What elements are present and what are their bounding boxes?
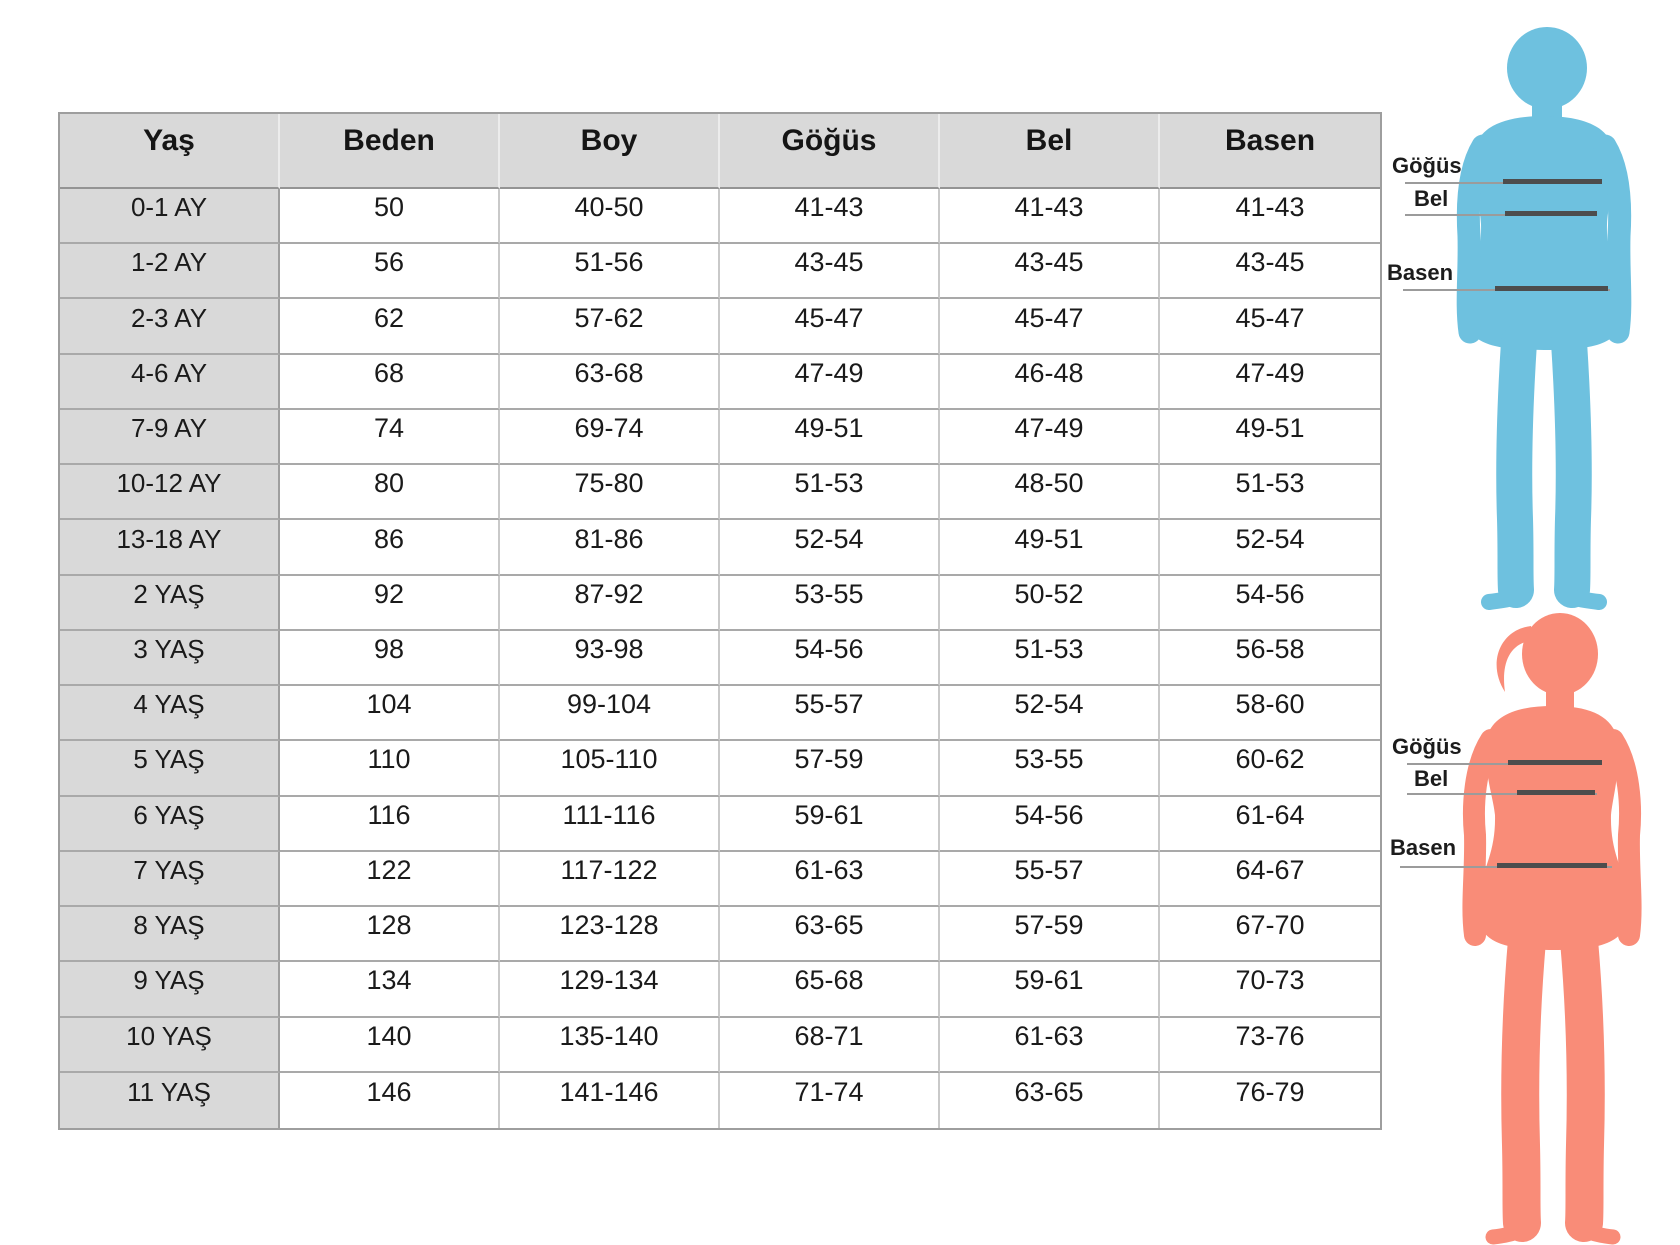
table-cell: 48-50 bbox=[940, 465, 1160, 520]
boy-left-foot bbox=[1489, 598, 1513, 602]
row-header: 3 YAŞ bbox=[60, 631, 280, 686]
table-cell: 64-67 bbox=[1160, 852, 1380, 907]
table-cell: 128 bbox=[280, 907, 500, 962]
table-cell: 69-74 bbox=[500, 410, 720, 465]
table-cell: 52-54 bbox=[940, 686, 1160, 741]
row-header: 9 YAŞ bbox=[60, 962, 280, 1017]
column-header-4: Göğüs bbox=[720, 114, 940, 189]
row-header: 10 YAŞ bbox=[60, 1018, 280, 1073]
table-row bbox=[60, 686, 1380, 741]
table-row bbox=[60, 631, 1380, 686]
row-header: 4 YAŞ bbox=[60, 686, 280, 741]
table-row bbox=[60, 1018, 1380, 1073]
table-cell: 141-146 bbox=[500, 1073, 720, 1128]
boy-waist-measure-line bbox=[1505, 211, 1597, 216]
row-header: 2 YAŞ bbox=[60, 576, 280, 631]
boy-hips-label: Basen bbox=[1387, 260, 1454, 285]
table-cell: 52-54 bbox=[720, 520, 940, 575]
girl-right-foot bbox=[1589, 1232, 1613, 1237]
table-cell: 52-54 bbox=[1160, 520, 1380, 575]
column-header-1: Yaş bbox=[60, 114, 280, 189]
table-cell: 62 bbox=[280, 299, 500, 354]
table-cell: 57-59 bbox=[720, 741, 940, 796]
table-cell: 122 bbox=[280, 852, 500, 907]
girl-chest-measure-line bbox=[1508, 760, 1602, 765]
row-header: 13-18 AY bbox=[60, 520, 280, 575]
table-cell: 104 bbox=[280, 686, 500, 741]
table-cell: 61-64 bbox=[1160, 797, 1380, 852]
table-cell: 134 bbox=[280, 962, 500, 1017]
table-row bbox=[60, 355, 1380, 410]
row-header: 7-9 AY bbox=[60, 410, 280, 465]
table-cell: 59-61 bbox=[940, 962, 1160, 1017]
table-row bbox=[60, 852, 1380, 907]
table-row bbox=[60, 520, 1380, 575]
table-cell: 75-80 bbox=[500, 465, 720, 520]
table-row bbox=[60, 410, 1380, 465]
boy-chest-label: Göğüs bbox=[1392, 153, 1462, 178]
size-chart-table bbox=[58, 112, 1382, 1130]
boy-chest-measure-line bbox=[1503, 179, 1602, 184]
table-cell: 46-48 bbox=[940, 355, 1160, 410]
table-cell: 76-79 bbox=[1160, 1073, 1380, 1128]
table-cell: 63-68 bbox=[500, 355, 720, 410]
table-cell: 105-110 bbox=[500, 741, 720, 796]
table-cell: 87-92 bbox=[500, 576, 720, 631]
table-cell: 45-47 bbox=[1160, 299, 1380, 354]
row-header: 0-1 AY bbox=[60, 189, 280, 244]
row-header: 1-2 AY bbox=[60, 244, 280, 299]
table-cell: 57-59 bbox=[940, 907, 1160, 962]
girl-waist-measure-line bbox=[1517, 790, 1595, 795]
table-row bbox=[60, 741, 1380, 796]
table-row bbox=[60, 189, 1380, 244]
girl-silhouette bbox=[1443, 610, 1645, 1245]
size-chart-body bbox=[60, 189, 1380, 1128]
table-cell: 59-61 bbox=[720, 797, 940, 852]
table-cell: 40-50 bbox=[500, 189, 720, 244]
table-cell: 51-53 bbox=[1160, 465, 1380, 520]
table-cell: 49-51 bbox=[940, 520, 1160, 575]
table-cell: 116 bbox=[280, 797, 500, 852]
row-header: 5 YAŞ bbox=[60, 741, 280, 796]
table-cell: 43-45 bbox=[1160, 244, 1380, 299]
table-cell: 135-140 bbox=[500, 1018, 720, 1073]
girl-right-leg bbox=[1579, 940, 1586, 1223]
table-cell: 45-47 bbox=[940, 299, 1160, 354]
table-cell: 49-51 bbox=[720, 410, 940, 465]
row-header: 4-6 AY bbox=[60, 355, 280, 410]
table-cell: 74 bbox=[280, 410, 500, 465]
table-cell: 41-43 bbox=[1160, 189, 1380, 244]
table-cell: 117-122 bbox=[500, 852, 720, 907]
table-cell: 56 bbox=[280, 244, 500, 299]
table-row bbox=[60, 244, 1380, 299]
boy-silhouette bbox=[1443, 24, 1645, 610]
table-cell: 110 bbox=[280, 741, 500, 796]
table-cell: 50-52 bbox=[940, 576, 1160, 631]
table-cell: 43-45 bbox=[720, 244, 940, 299]
girl-left-leg bbox=[1520, 940, 1527, 1223]
table-cell: 86 bbox=[280, 520, 500, 575]
table-cell: 68-71 bbox=[720, 1018, 940, 1073]
boy-left-leg bbox=[1514, 342, 1519, 590]
row-header: 2-3 AY bbox=[60, 299, 280, 354]
column-header-6: Basen bbox=[1160, 114, 1380, 189]
table-cell: 53-55 bbox=[940, 741, 1160, 796]
boy-right-foot bbox=[1575, 598, 1599, 602]
table-row bbox=[60, 907, 1380, 962]
table-cell: 47-49 bbox=[940, 410, 1160, 465]
table-row bbox=[60, 962, 1380, 1017]
table-cell: 129-134 bbox=[500, 962, 720, 1017]
table-cell: 99-104 bbox=[500, 686, 720, 741]
table-cell: 45-47 bbox=[720, 299, 940, 354]
table-cell: 92 bbox=[280, 576, 500, 631]
table-cell: 58-60 bbox=[1160, 686, 1380, 741]
girl-hips-measure-line bbox=[1497, 863, 1607, 868]
row-header: 8 YAŞ bbox=[60, 907, 280, 962]
table-cell: 67-70 bbox=[1160, 907, 1380, 962]
table-cell: 51-53 bbox=[720, 465, 940, 520]
table-cell: 47-49 bbox=[1160, 355, 1380, 410]
table-cell: 61-63 bbox=[720, 852, 940, 907]
table-cell: 50 bbox=[280, 189, 500, 244]
table-cell: 55-57 bbox=[720, 686, 940, 741]
table-cell: 51-56 bbox=[500, 244, 720, 299]
table-cell: 54-56 bbox=[940, 797, 1160, 852]
table-cell: 54-56 bbox=[720, 631, 940, 686]
column-header-3: Boy bbox=[500, 114, 720, 189]
boy-hips-measure-line bbox=[1495, 286, 1608, 291]
girl-left-foot bbox=[1493, 1232, 1517, 1237]
table-cell: 57-62 bbox=[500, 299, 720, 354]
table-cell: 68 bbox=[280, 355, 500, 410]
table-cell: 41-43 bbox=[720, 189, 940, 244]
table-cell: 60-62 bbox=[1160, 741, 1380, 796]
table-cell: 98 bbox=[280, 631, 500, 686]
girl-chest-label: Göğüs bbox=[1392, 734, 1462, 759]
table-cell: 63-65 bbox=[940, 1073, 1160, 1128]
row-header: 10-12 AY bbox=[60, 465, 280, 520]
boy-waist-label: Bel bbox=[1414, 186, 1449, 211]
table-cell: 71-74 bbox=[720, 1073, 940, 1128]
table-cell: 41-43 bbox=[940, 189, 1160, 244]
table-row bbox=[60, 797, 1380, 852]
table-cell: 123-128 bbox=[500, 907, 720, 962]
header-row bbox=[60, 114, 1380, 189]
table-cell: 61-63 bbox=[940, 1018, 1160, 1073]
row-header: 11 YAŞ bbox=[60, 1073, 280, 1128]
table-cell: 140 bbox=[280, 1018, 500, 1073]
boy-right-leg bbox=[1569, 342, 1574, 590]
table-cell: 43-45 bbox=[940, 244, 1160, 299]
table-cell: 80 bbox=[280, 465, 500, 520]
girl-hips-label: Basen bbox=[1390, 835, 1457, 860]
table-row bbox=[60, 299, 1380, 354]
table-cell: 63-65 bbox=[720, 907, 940, 962]
size-chart-header bbox=[60, 114, 1380, 189]
table-cell: 49-51 bbox=[1160, 410, 1380, 465]
table-cell: 54-56 bbox=[1160, 576, 1380, 631]
table-cell: 65-68 bbox=[720, 962, 940, 1017]
table-cell: 111-116 bbox=[500, 797, 720, 852]
column-header-2: Beden bbox=[280, 114, 500, 189]
table-cell: 47-49 bbox=[720, 355, 940, 410]
row-header: 7 YAŞ bbox=[60, 852, 280, 907]
table-cell: 56-58 bbox=[1160, 631, 1380, 686]
table-cell: 81-86 bbox=[500, 520, 720, 575]
table-row bbox=[60, 576, 1380, 631]
table-cell: 55-57 bbox=[940, 852, 1160, 907]
table-row bbox=[60, 1073, 1380, 1128]
table-cell: 53-55 bbox=[720, 576, 940, 631]
table-cell: 73-76 bbox=[1160, 1018, 1380, 1073]
table-cell: 93-98 bbox=[500, 631, 720, 686]
girl-waist-label: Bel bbox=[1414, 766, 1449, 791]
row-header: 6 YAŞ bbox=[60, 797, 280, 852]
table-cell: 51-53 bbox=[940, 631, 1160, 686]
table-cell: 70-73 bbox=[1160, 962, 1380, 1017]
table-row bbox=[60, 465, 1380, 520]
table-cell: 146 bbox=[280, 1073, 500, 1128]
column-header-5: Bel bbox=[940, 114, 1160, 189]
